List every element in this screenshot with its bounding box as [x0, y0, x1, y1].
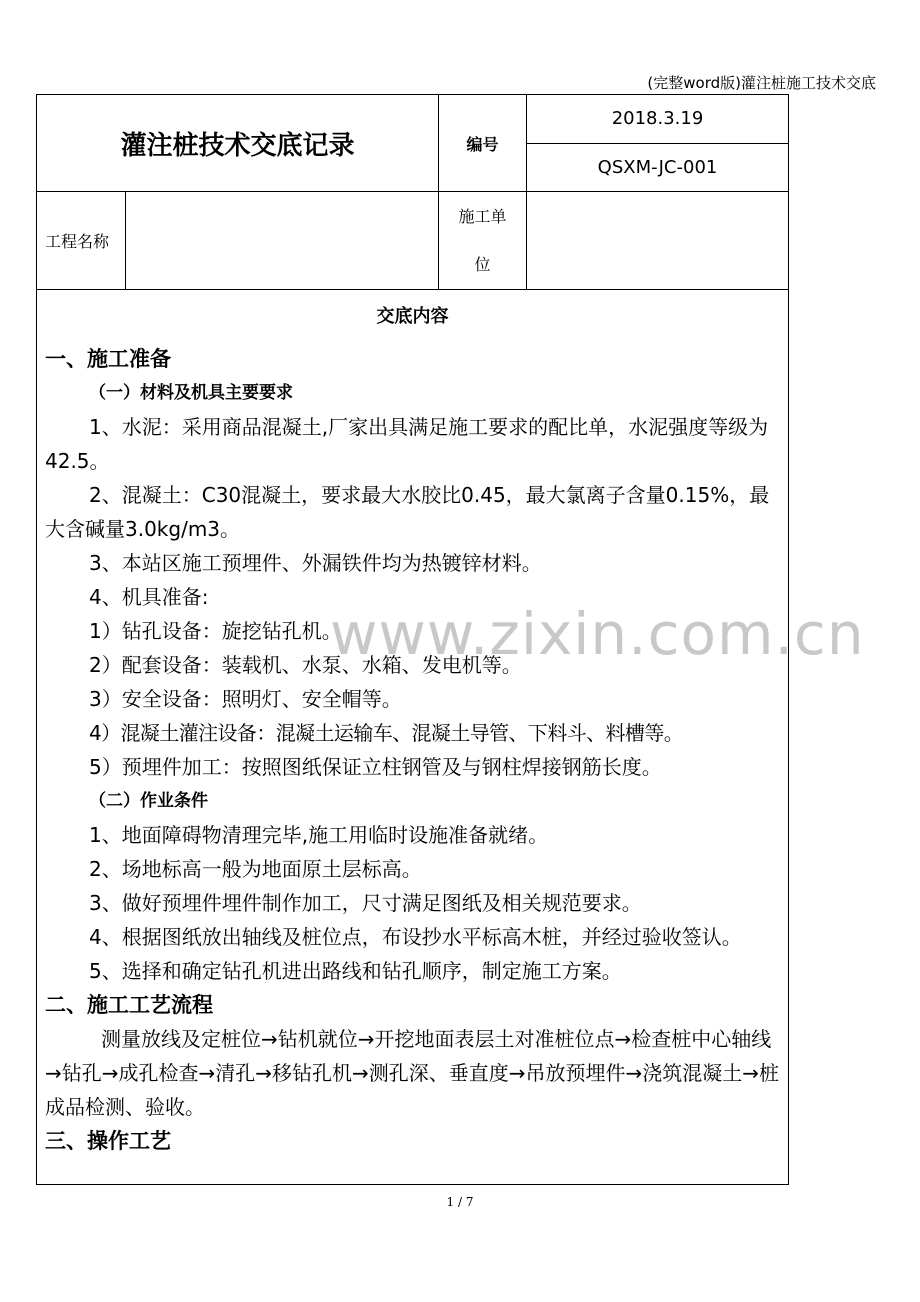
- construction-unit-label-line2: 位: [474, 254, 491, 274]
- material-item: 3、本站区施工预埋件、外漏铁件均为热镀锌材料。: [89, 551, 542, 575]
- construction-unit-label-line1: 施工单: [458, 206, 507, 226]
- material-item: 1、水泥：采用商品混凝土,厂家出具满足施工要求的配比单，水泥强度等级为42.5。: [45, 415, 769, 473]
- section-3-title: 三、操作工艺: [45, 1129, 171, 1153]
- form-title: 灌注桩技术交底记录: [37, 95, 439, 192]
- construction-unit-value: [527, 192, 789, 290]
- section-1-title: 一、施工准备: [45, 347, 171, 371]
- handover-record-table: [36, 94, 789, 1185]
- material-item: 4、机具准备:: [89, 585, 209, 609]
- equipment-item: 1）钻孔设备：旋挖钻孔机。: [89, 619, 342, 643]
- project-name-value: [126, 192, 439, 290]
- content-title: 交底内容: [376, 306, 449, 327]
- section-2-title: 二、施工工艺流程: [45, 993, 213, 1017]
- equipment-item: 2）配套设备：装载机、水泵、水箱、发电机等。: [89, 653, 522, 677]
- equipment-item: 3）安全设备：照明灯、安全帽等。: [89, 687, 402, 711]
- document-header-title: (完整word版)灌注桩施工技术交底: [647, 74, 876, 92]
- condition-item: 3、做好预埋件埋件制作加工，尺寸满足图纸及相关规范要求。: [89, 891, 642, 915]
- section-1-subtitle-2: （二）作业条件: [89, 791, 208, 811]
- watermark: www.zixin.com.cn: [330, 600, 865, 668]
- material-item: 2、混凝土：C30混凝土，要求最大水胶比0.45，最大氯离子含量0.15%，最大含碱量3.0kg/m3。: [45, 483, 770, 541]
- process-flow-text: 测量放线及定桩位→钻机就位→开挖地面表层土对准桩位点→检查桩中心轴线→钻孔→成孔检查→清孔→移钻孔机→测孔深、垂直度→吊放预埋件→浇筑混凝土→桩成品检测、验收。: [45, 1027, 780, 1119]
- page-number: 1 / 7: [446, 1195, 474, 1209]
- code-value: QSXM-JC-001: [527, 143, 789, 192]
- condition-item: 2、场地标高一般为地面原土层标高。: [89, 857, 422, 881]
- condition-item: 5、选择和确定钻孔机进出路线和钻孔顺序，制定施工方案。: [89, 959, 622, 983]
- equipment-item: 4）混凝土灌注设备：混凝土运输车、混凝土导管、下料斗、料槽等。: [89, 721, 684, 745]
- condition-item: 4、根据图纸放出轴线及桩位点，布设抄水平标高木桩，并经过验收签认。: [89, 925, 742, 949]
- equipment-item: 5）预埋件加工：按照图纸保证立柱钢管及与钢柱焊接钢筋长度。: [89, 755, 662, 779]
- number-label: 编号: [439, 95, 527, 192]
- construction-unit-label: [439, 192, 527, 290]
- condition-item: 1、地面障碍物清理完毕,施工用临时设施准备就绪。: [89, 823, 549, 847]
- section-1-subtitle-1: （一）材料及机具主要要求: [89, 383, 293, 403]
- content-cell: [37, 290, 789, 1185]
- project-name-label: 工程名称: [37, 192, 126, 290]
- date-value: 2018.3.19: [527, 95, 789, 144]
